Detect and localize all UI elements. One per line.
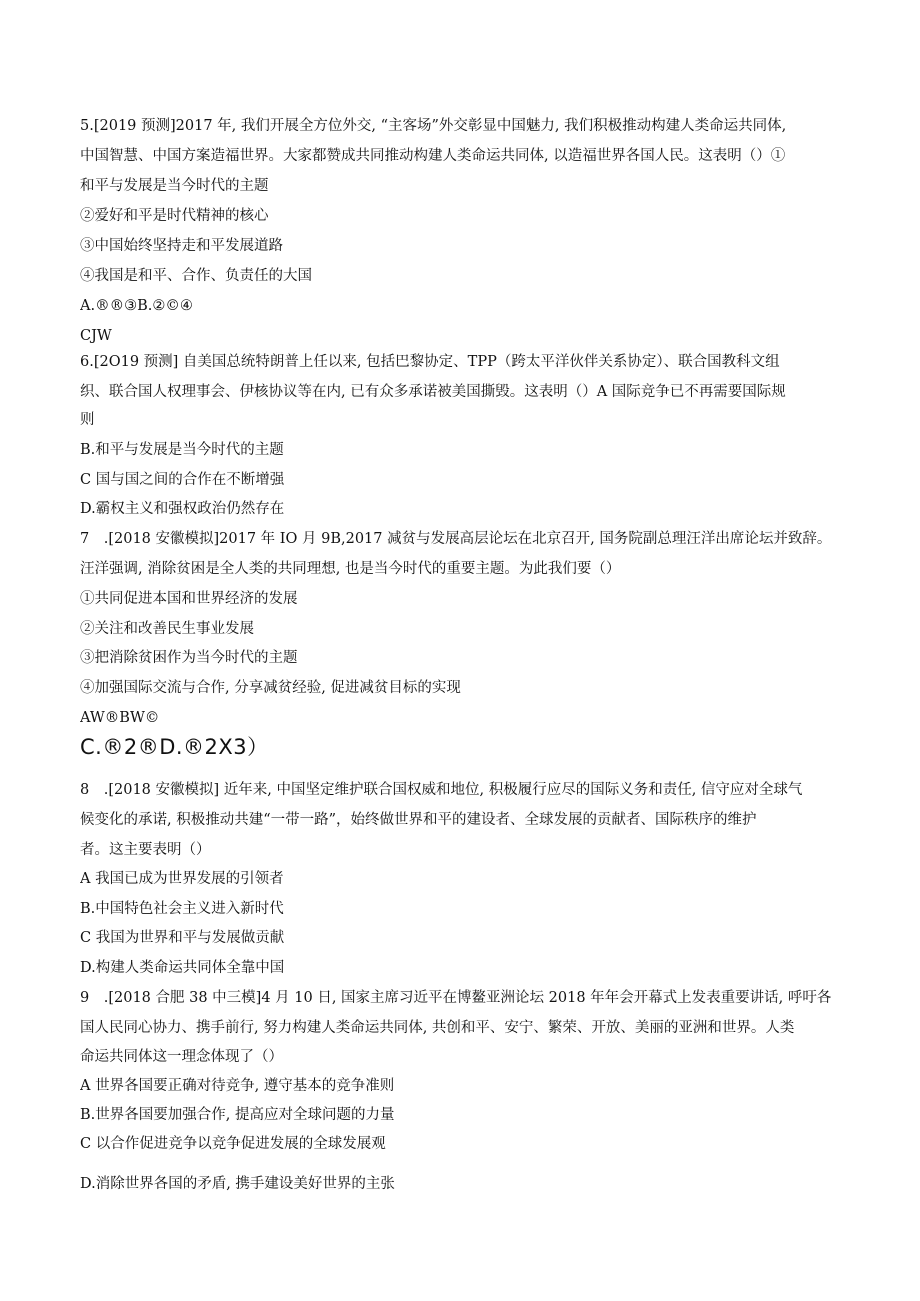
q7-option-1: ①共同促进本国和世界经济的发展 [80, 591, 298, 607]
q8-option-d: D.构建人类命运共同体全靠中国 [80, 960, 285, 976]
q5-stem-line-1: 5.[2019 预测]2017 年, 我们开展全方位外交, “主客场”外交彰显中国魅力, 我们积极推动构建人类命运共同体, [80, 118, 787, 134]
q9-option-d: D.消除世界各国的矛盾, 携手建设美好世界的主张 [80, 1176, 395, 1192]
q9-option-b: B.世界各国要加强合作, 提高应对全球问题的力量 [80, 1107, 395, 1123]
q7-option-3: ③把消除贫困作为当今时代的主题 [80, 650, 298, 666]
q7-stem-line-2: 汪洋强调, 消除贫困是全人类的共同理想, 也是当今时代的重要主题。为此我们要（） [80, 561, 621, 577]
q5-stem-line-2: 中国智慧、中国方案造福世界。大家都赞成共同推动构建人类命运共同体, 以造福世界各国人民。这表明（）① [80, 148, 786, 164]
q8-option-b: B.中国特色社会主义进入新时代 [80, 901, 284, 917]
q7-choices-cd: C.®2®D.®2X3） [80, 735, 269, 759]
q6-stem-line-2: 织、联合国人权理事会、伊核协议等在内, 已有众多承诺被美国撕毁。这表明（）A 国际竞争已不再需要国际规 [80, 384, 786, 400]
q6-option-b: B.和平与发展是当今时代的主题 [80, 442, 284, 458]
q5-choices-cd: CJW [80, 328, 112, 344]
q5-option-1: 和平与发展是当今时代的主题 [80, 178, 269, 194]
q7-option-2: ②关注和改善民生事业发展 [80, 621, 254, 637]
q8-stem-line-2: 候变化的承诺, 积极推动共建“一带一路”，始终做世界和平的建设者、全球发展的贡献者、国际秩序的维护 [80, 812, 757, 828]
q6-stem-line-3: 则 [80, 412, 95, 428]
q6-option-d: D.霸权主义和强权政治仍然存在 [80, 501, 285, 517]
q9-option-a: A 世界各国要正确对待竞争, 遵守基本的竞争准则 [80, 1078, 395, 1094]
q9-option-c: C 以合作促进竞争以竞争促进发展的全球发展观 [80, 1136, 386, 1152]
q6-stem-line-1: 6.[2O19 预测] 自美国总统特朗普上任以来, 包括巴黎协定、TPP（跨太平洋伙伴关系协定）、联合国教科文组 [80, 354, 780, 370]
q8-stem-line-3: 者。这主要表明（） [80, 842, 211, 858]
q8-option-c: C 我国为世界和平与发展做贡献 [80, 930, 285, 946]
q5-option-3: ③中国始终坚持走和平发展道路 [80, 238, 283, 254]
q7-choices-ab: AW®BW© [80, 710, 160, 726]
q7-stem-line-1: 7 .[2018 安徽模拟]2017 年 IO 月 9B,2017 减贫与发展高层论坛在北京召开, 国务院副总理汪洋出席论坛并致辞。 [80, 531, 832, 547]
q8-option-a: A 我国已成为世界发展的引领者 [80, 871, 284, 887]
q7-option-4: ④加强国际交流与合作, 分享减贫经验, 促进减贫目标的实现 [80, 680, 461, 696]
q5-option-4: ④我国是和平、合作、负责任的大国 [80, 268, 312, 284]
q9-stem-line-3: 命运共同体这一理念体现了（） [80, 1049, 283, 1065]
q6-option-c: C 国与国之间的合作在不断增强 [80, 472, 285, 488]
q8-stem-line-1: 8 .[2018 安徽模拟] 近年来, 中国坚定维护联合国权威和地位, 积极履行应尽的国际义务和责任, 信守应对全球气 [80, 782, 803, 798]
q9-stem-line-2: 国人民同心协力、携手前行, 努力构建人类命运共同体, 共创和平、安宁、繁荣、开放、美丽的亚洲和世界。人类 [80, 1020, 795, 1036]
q5-option-2: ②爱好和平是时代精神的核心 [80, 208, 269, 224]
q5-choices-ab: A.®®③B.②©④ [80, 298, 193, 314]
q9-stem-line-1: 9 .[2018 合肥 38 中三模]4 月 10 日, 国家主席习近平在博鳌亚洲论坛 2018 年年会开幕式上发表重要讲话, 呼吁各 [80, 990, 832, 1006]
